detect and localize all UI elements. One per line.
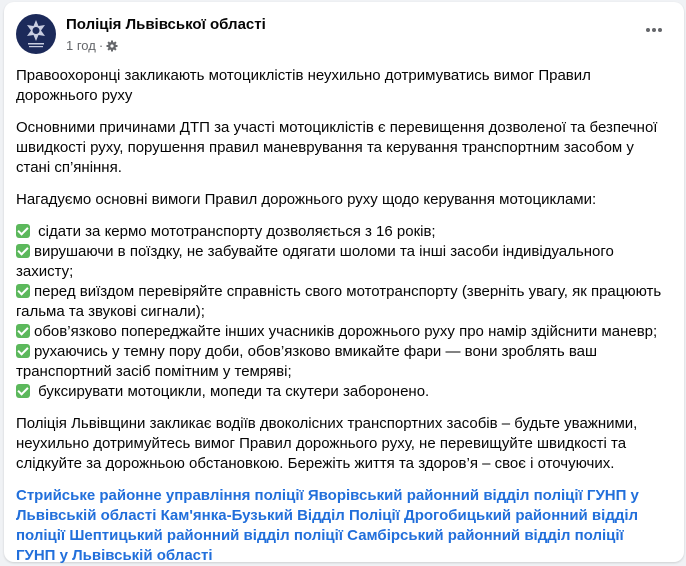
post-paragraph-3: Поліція Львівщини закликає водіїв двоколісних транспортних засобів – будьте уважними, неухильно дотримуйтесь вимог Правил дорожнього руху, не перевищуйте швидкості та слідкуйте за дорожньою обстановкою. Бережіть життя та здоров’я – своє і оточуючих.: [16, 415, 638, 472]
post-header: [16, 14, 676, 58]
post-body: [16, 66, 666, 566]
avatar[interactable]: [16, 14, 56, 54]
post-paragraph-2: Нагадуємо основні вимоги Правил дорожнього руху щодо керування мотоциклами:: [16, 191, 597, 208]
list-item: буксирувати мотоцикли, мопеди та скутери заборонено.: [16, 382, 666, 402]
list-item: обов’язково попереджайте інших учасників дорожнього руху про намір здійснити маневр;: [16, 322, 666, 342]
more-options-button[interactable]: [640, 20, 668, 40]
post-title-paragraph: Правоохоронці закликають мотоциклістів неухильно дотримуватись вимог Правил дорожнього руху: [16, 67, 591, 104]
list-item: рухаючись у темну пору доби, обов’язково вмикайте фари — вони зроблять ваш транспортний засіб помітним у темряві;: [16, 343, 597, 380]
police-star-icon: [16, 14, 56, 54]
list-item: сідати за кермо мототранспорту дозволяється з 16 років;: [16, 222, 666, 242]
check-icon: [16, 284, 30, 298]
tag-link[interactable]: Дрогобицький районний відділ поліції: [16, 507, 639, 544]
requirements-list: [16, 222, 666, 402]
post-meta: [66, 38, 118, 53]
check-icon: [16, 324, 30, 338]
tagged-pages: [16, 486, 666, 566]
meta-separator: ·: [98, 38, 104, 53]
tag-link[interactable]: Шептицький районний відділ поліції: [69, 527, 343, 544]
tag-link[interactable]: Кам'янка-Бузький Відділ Поліції: [160, 507, 400, 524]
tag-link[interactable]: Самбірський районний відділ поліції ГУНП у Львівській області: [16, 527, 624, 564]
gear-icon: [106, 40, 118, 52]
post-card: [4, 2, 684, 562]
tag-link[interactable]: Стрийське районне управління поліції: [16, 487, 304, 504]
post-time[interactable]: 1 год: [66, 38, 96, 53]
check-icon: [16, 384, 30, 398]
tag-link[interactable]: Яворівський районний відділ поліції ГУНП у Львівській області: [16, 487, 639, 524]
more-options-icon: [646, 28, 650, 32]
page-name[interactable]: Поліція Львівської області: [66, 16, 266, 33]
list-item: перед виїздом перевіряйте справність свого мототранспорту (зверніть увагу, як працюють гальма та звукові сигнали);: [16, 283, 662, 320]
post-paragraph-1: Основними причинами ДТП за участі мотоциклістів є перевищення дозволеної та безпечної швидкості руху, порушення правил маневрування та керування транспортним засобом у стані сп’яніння.: [16, 119, 658, 176]
list-item: вирушаючи в поїздку, не забувайте одягати шоломи та інші засоби індивідуального захисту;: [16, 243, 614, 280]
check-icon: [16, 244, 30, 258]
check-icon: [16, 224, 30, 238]
check-icon: [16, 344, 30, 358]
